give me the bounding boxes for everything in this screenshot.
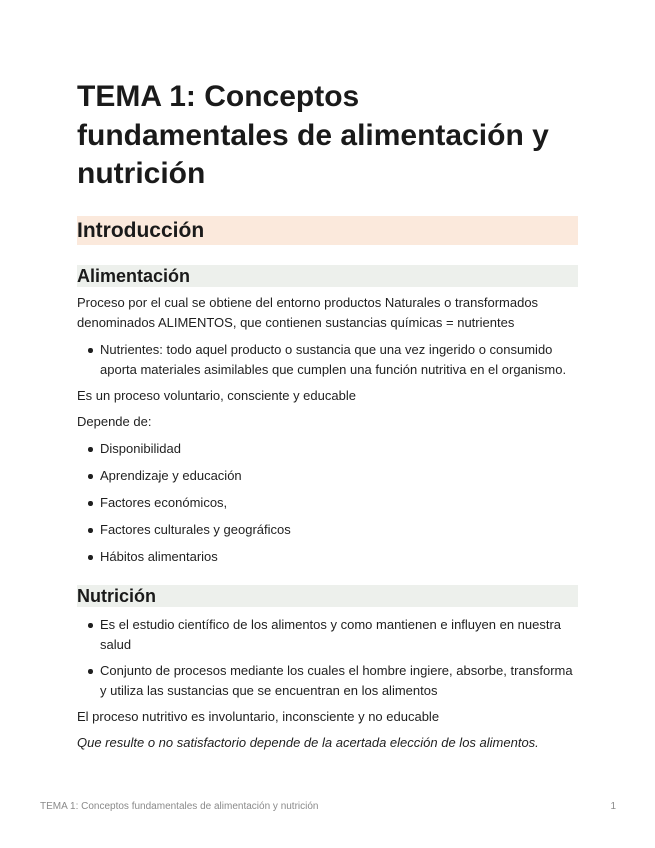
list-item-factores-economicos [77,493,578,513]
subsection-heading-nutricion: Nutrición [77,586,156,606]
list-item-text: Conjunto de procesos mediante los cuales el hombre ingiere, absorbe, transforma y utiliza las sustancias que se encuentran en los alimentos [100,663,573,698]
paragraph-nutricion-involuntario: El proceso nutritivo es involuntario, inconsciente y no educable [77,709,440,724]
bullet-icon [88,348,93,353]
list-item-text: Es el estudio científico de los alimentos y como mantienen e influyen en nuestra salud [100,617,562,652]
bullet-icon [88,447,93,452]
list-item-conjunto-procesos [77,661,578,700]
subsection-heading-band-nutricion [77,585,578,607]
subsection-heading-band-alimentacion [77,265,578,287]
list-item-text: Factores culturales y geográficos [100,522,291,537]
list-item-disponibilidad [77,439,578,459]
footer-page-number: 1 [610,801,616,812]
bullet-icon [88,623,93,628]
list-item-text: Aprendizaje y educación [100,468,242,483]
list-item-estudio-cientifico [77,615,578,654]
list-item-text: Disponibilidad [100,441,181,456]
footer-title: TEMA 1: Conceptos fundamentales de alimentación y nutrición [40,801,319,812]
paragraph-depende-de: Depende de: [77,414,152,429]
bullet-icon [88,501,93,506]
list-item-habitos [77,547,578,567]
document-title: TEMA 1: Conceptos fundamentales de alimentación y nutrición [77,80,549,190]
list-item-text: Nutrientes: todo aquel producto o sustancia que una vez ingerido o consumido aporta materiales asimilables que cumplen una función nutritiva en el organismo. [100,342,567,377]
bullet-icon [88,528,93,533]
section-heading-introduccion: Introducción [77,219,205,242]
subsection-heading-alimentacion: Alimentación [77,266,191,286]
list-item-aprendizaje [77,466,578,486]
paragraph-alimentacion-voluntario: Es un proceso voluntario, consciente y educable [77,388,356,403]
list-item-text: Hábitos alimentarios [100,549,218,564]
bullet-icon [88,555,93,560]
paragraph-nutricion-eleccion: Que resulte o no satisfactorio depende de la acertada elección de los alimentos. [77,735,539,750]
bullet-icon [88,669,93,674]
list-item-text: Factores económicos, [100,495,228,510]
bullet-icon [88,474,93,479]
paragraph-alimentacion-definicion: Proceso por el cual se obtiene del entorno productos Naturales o transformados denominados ALIMENTOS, que contienen sustancias químicas = nutrientes [77,295,539,330]
list-item-factores-culturales [77,520,578,540]
section-heading-band-introduccion [77,216,578,245]
list-item-nutrientes [77,340,578,379]
